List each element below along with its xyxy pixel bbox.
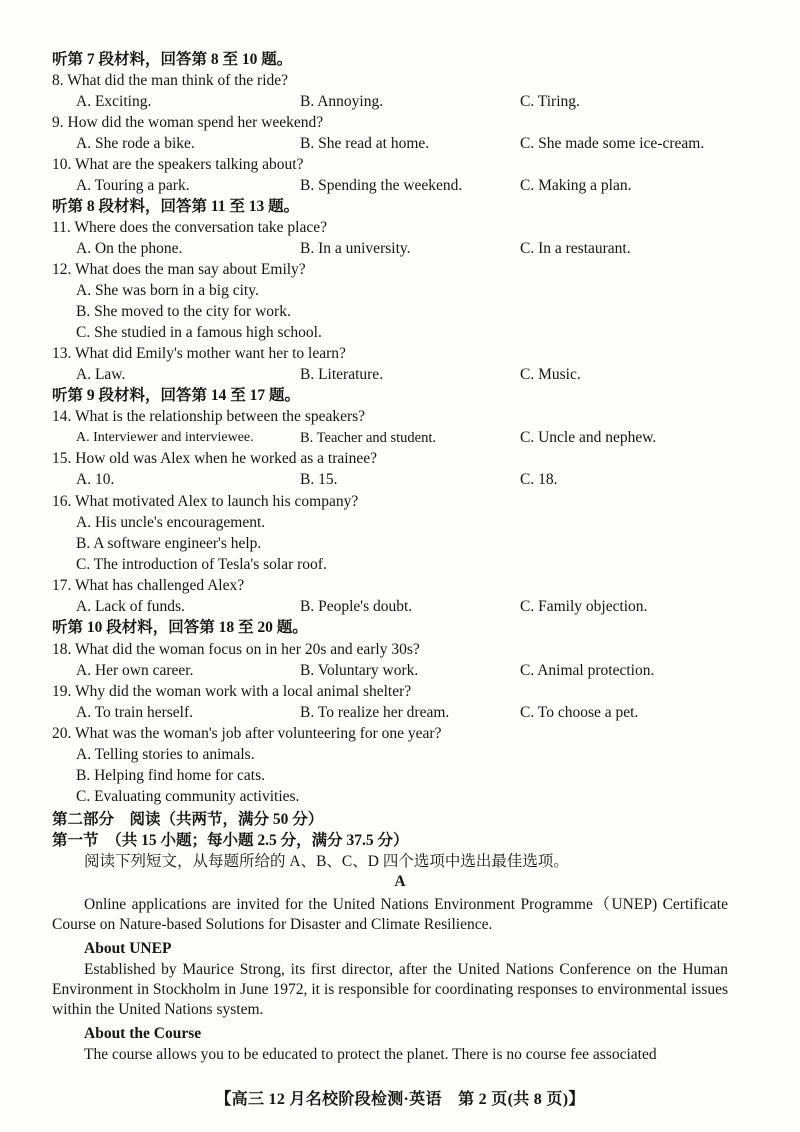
question-18-option-b: B. Voluntary work. [300,662,419,679]
question-12-stem: 12. What does the man say about Emily? [52,261,306,278]
question-12-option-a: A. She was born in a big city. [76,282,259,299]
question-17-stem: 17. What has challenged Alex? [52,577,245,594]
question-13-stem: 13. What did Emily's mother want her to learn? [52,345,346,362]
question-10-stem: 10. What are the speakers talking about? [52,156,304,173]
question-9-option-b: B. She read at home. [300,135,430,152]
section-heading-7: 听第 7 段材料，回答第 8 至 10 题。 [52,51,293,68]
question-15-stem: 15. How old was Alex when he worked as a trainee? [52,450,377,467]
part2-title: 第二部分 阅读（共两节，满分 50 分） [52,811,324,828]
question-8-option-a: A. Exciting. [76,93,152,110]
question-13-option-a: A. Law. [76,366,126,383]
question-19-option-c: C. To choose a pet. [520,704,639,721]
passage-paragraph-3: The course allows you to be educated to protect the planet. There is no course fee associated [84,1046,657,1063]
question-18-stem: 18. What did the woman focus on in her 20s and early 30s? [52,641,420,658]
question-16-option-b: B. A software engineer's help. [76,535,262,552]
question-17-option-b: B. People's doubt. [300,598,413,615]
passage-paragraph-1: Online applications are invited for the United Nations Environment Programme（UNEP) Certificate Course on Nature-based Solutions for Disaster and Climate Resilience. [52,896,728,933]
question-12-option-c: C. She studied in a famous high school. [76,324,322,341]
question-17-option-c: C. Family objection. [520,598,648,615]
passage-label: A [394,873,406,890]
question-8-option-c: C. Tiring. [520,93,580,110]
question-14-stem: 14. What is the relationship between the speakers? [52,408,366,425]
question-11-option-a: A. On the phone. [76,240,183,257]
question-10-option-c: C. Making a plan. [520,177,632,194]
page-footer: 【高三 12 月名校阶段检测·英语 第 2 页(共 8 页)】 [215,1091,585,1108]
part2-instruction: 阅读下列短文，从每题所给的 A、B、C、D 四个选项中选出最佳选项。 [84,853,569,870]
question-15-option-a: A. 10. [76,471,115,488]
question-16-option-c: C. The introduction of Tesla's solar roof. [76,556,327,573]
question-11-option-c: C. In a restaurant. [520,240,631,257]
part2-section1: 第一节 （共 15 小题；每小题 2.5 分，满分 37.5 分） [52,832,409,849]
question-18-option-a: A. Her own career. [76,662,194,679]
question-13-option-c: C. Music. [520,366,581,383]
question-10-option-a: A. Touring a park. [76,177,190,194]
question-9-stem: 9. How did the woman spend her weekend? [52,114,324,131]
question-14-option-a: A. Interviewer and interviewee. [76,430,254,445]
question-20-option-c: C. Evaluating community activities. [76,788,300,805]
question-17-option-a: A. Lack of funds. [76,598,185,615]
section-heading-8: 听第 8 段材料，回答第 11 至 13 题。 [52,198,300,215]
question-19-option-b: B. To realize her dream. [300,704,450,721]
question-19-option-a: A. To train herself. [76,704,193,721]
passage-heading-about-course: About the Course [84,1025,202,1042]
question-13-option-b: B. Literature. [300,366,384,383]
question-14-option-c: C. Uncle and nephew. [520,429,657,446]
section-heading-9: 听第 9 段材料，回答第 14 至 17 题。 [52,387,301,404]
question-9-option-a: A. She rode a bike. [76,135,195,152]
question-11-stem: 11. Where does the conversation take place? [52,219,328,236]
question-12-option-b: B. She moved to the city for work. [76,303,291,320]
passage-paragraph-2: Established by Maurice Strong, its first director, after the United Nations Conference on the Human Environment in Stockholm in June 1972, it is responsible for coordinating responses to environmental issues within the United Nations system. [52,961,728,1018]
question-15-option-b: B. 15. [300,471,338,488]
question-11-option-b: B. In a university. [300,240,411,257]
question-19-stem: 19. Why did the woman work with a local animal shelter? [52,683,412,700]
question-20-option-b: B. Helping find home for cats. [76,767,265,784]
passage-heading-about-unep: About UNEP [84,940,172,957]
question-10-option-b: B. Spending the weekend. [300,177,463,194]
question-9-option-c: C. She made some ice-cream. [520,135,705,152]
question-20-option-a: A. Telling stories to animals. [76,746,255,763]
section-heading-10: 听第 10 段材料，回答第 18 至 20 题。 [52,619,308,636]
question-8-stem: 8. What did the man think of the ride? [52,72,289,89]
question-14-option-b: B. Teacher and student. [300,430,437,446]
question-8-option-b: B. Annoying. [300,93,384,110]
question-16-option-a: A. His uncle's encouragement. [76,514,266,531]
question-15-option-c: C. 18. [520,471,558,488]
question-18-option-c: C. Animal protection. [520,662,655,679]
question-20-stem: 20. What was the woman's job after volunteering for one year? [52,725,442,742]
question-16-stem: 16. What motivated Alex to launch his company? [52,493,359,510]
